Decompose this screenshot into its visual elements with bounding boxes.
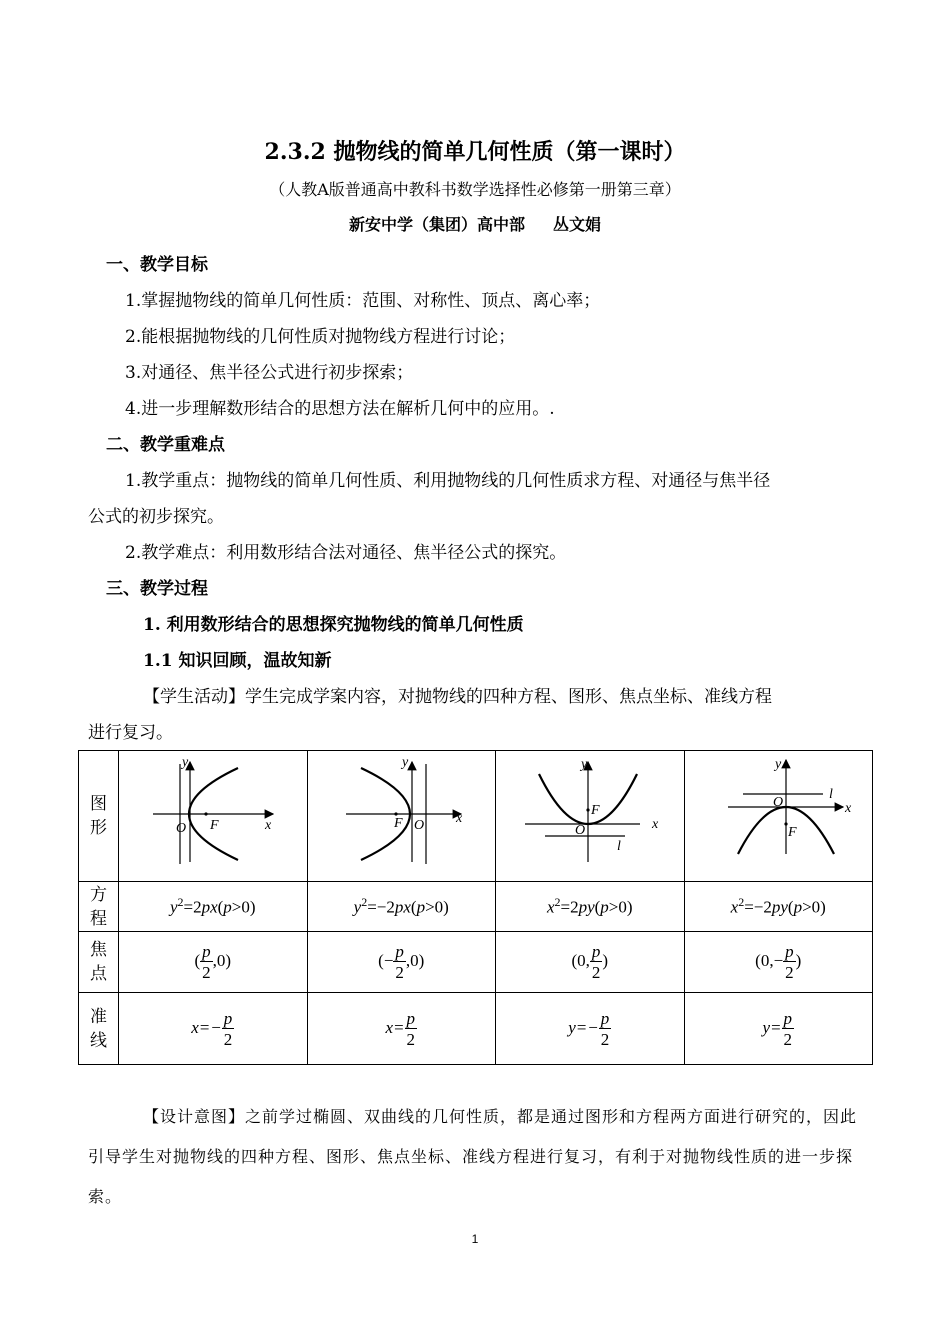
svg-text:y: y (775, 756, 782, 772)
subsection-1: 1. 利用数形结合的思想探究抛物线的简单几何性质 (143, 615, 524, 635)
focus-cell: (0, $\frac{p}{2}$ ) (496, 932, 685, 993)
svg-text:x: x (845, 800, 852, 816)
graph-cell-up (496, 751, 685, 882)
page-subtitle: （人教A版普通高中教科书数学选择性必修第一册第三章） (269, 180, 681, 199)
design-intent: 【设计意图】之前学过椭圆、双曲线的几何性质，都是通过图形和方程两方面进行研究的，因此引导学生对抛物线的四种方程、图形、焦点坐标、准线方程进行复习，有利于对抛物线性质的进一步探索。 (88, 1107, 858, 1206)
equation-cell: $y^2=-2px(p>0)$ (307, 882, 496, 932)
svg-text:F: F (590, 802, 600, 818)
svg-text:F: F (209, 817, 219, 833)
equation-cell: $y^2=2px(p>0)$ (119, 882, 308, 932)
author-name: 丛文娟 (553, 215, 602, 234)
author-school: 新安中学（集团）高中部 (348, 215, 525, 234)
focus-cell: (− $\frac{p}{2}$ ,0) (307, 932, 496, 993)
parabola-table (78, 750, 873, 1065)
table-row-directrix (79, 993, 873, 1065)
graph-cell-left (307, 751, 496, 882)
svg-text:O: O (414, 817, 425, 833)
activity-line1: 【学生活动】学生完成学案内容，对抛物线的四种方程、图形、焦点坐标、准线方程 (143, 687, 772, 707)
activity-line2: 进行复习。 (88, 723, 173, 743)
directrix-cell: x= $\frac{p}{2}$ (307, 993, 496, 1065)
graph-right-opening (128, 754, 298, 874)
table-row-focus (79, 932, 873, 993)
equation-cell: $x^2=-2py(p>0)$ (684, 882, 873, 932)
key-point-line2: 公式的初步探究。 (88, 507, 224, 527)
focus-cell: (0,− $\frac{p}{2}$ ) (684, 932, 873, 993)
svg-text:y: y (181, 754, 188, 770)
table-row-equation (79, 882, 873, 932)
goal-item: 3.对通径、焦半径公式进行初步探索； (125, 363, 414, 383)
page-title: 2.3.2 抛物线的简单几何性质（第一课时） (264, 139, 686, 165)
goal-item: 2.能根据抛物线的几何性质对抛物线方程进行讨论； (125, 327, 516, 347)
svg-text:F: F (394, 815, 403, 831)
svg-text:x: x (264, 817, 271, 833)
row-header-equation: 方 程 (79, 882, 119, 932)
svg-text:l: l (616, 838, 621, 854)
graph-down-opening (693, 754, 863, 874)
table-row-graph (79, 751, 873, 882)
row-header-focus: 焦 点 (79, 932, 119, 993)
key-point-line1: 1.教学重点：抛物线的简单几何性质、利用抛物线的几何性质求方程、对通径与焦半径 (125, 471, 771, 491)
equation-cell: $x^2=2py(p>0)$ (496, 882, 685, 932)
row-header-graph: 图 形 (79, 751, 119, 882)
svg-text:l: l (829, 786, 834, 802)
svg-text:O: O (574, 822, 585, 838)
author-line (0, 212, 950, 235)
goal-item: 1.掌握抛物线的简单几何性质：范围、对称性、顶点、离心率； (125, 291, 601, 311)
svg-text:O: O (773, 794, 784, 810)
subsection-1-1: 1.1 知识回顾，温故知新 (143, 651, 332, 671)
page-number: 1 (471, 1232, 479, 1246)
row-header-directrix: 准 线 (79, 993, 119, 1065)
directrix-cell: y=− $\frac{p}{2}$ (496, 993, 685, 1065)
svg-text:x: x (456, 810, 463, 826)
directrix-cell: x=− $\frac{p}{2}$ (119, 993, 308, 1065)
goal-item: 4.进一步理解数形结合的思想方法在解析几何中的应用。. (125, 399, 555, 419)
difficult-point: 2.教学难点：利用数形结合法对通径、焦半径公式的探究。 (125, 543, 567, 563)
focus-cell: ( $\frac{p}{2}$ ,0) (119, 932, 308, 993)
graph-up-opening (505, 754, 675, 874)
directrix-cell: y= $\frac{p}{2}$ (684, 993, 873, 1065)
svg-text:F: F (788, 824, 797, 840)
graph-left-opening (316, 754, 486, 874)
section3-heading: 三、教学过程 (106, 579, 208, 599)
svg-text:x: x (651, 816, 658, 832)
svg-text:y: y (402, 754, 409, 770)
graph-cell-down (684, 751, 873, 882)
svg-text:y: y (580, 756, 587, 772)
graph-cell-right (119, 751, 308, 882)
section1-heading: 一、教学目标 (106, 255, 208, 275)
section2-heading: 二、教学重难点 (106, 435, 225, 455)
svg-text:O: O (175, 820, 186, 836)
